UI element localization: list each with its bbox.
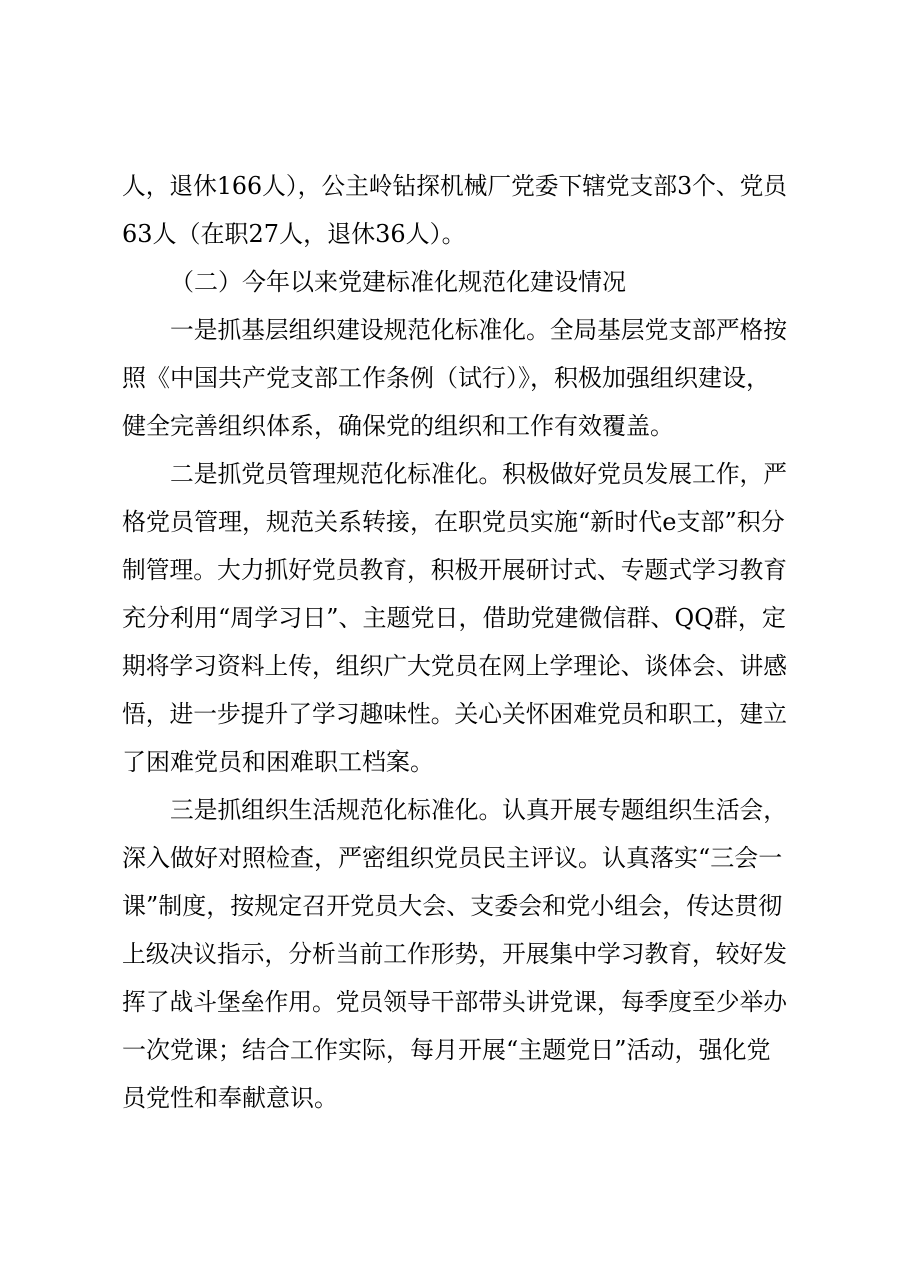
section-heading	[0, 262, 909, 302]
text-line	[0, 406, 909, 446]
text-line	[0, 982, 909, 1022]
line-text: 63人（在职27人，退休36人）。	[122, 220, 466, 248]
line-text: 制管理。大力抓好党员教育，积极开展研讨式、专题式学习教育	[122, 556, 788, 584]
line-text: 二是抓党员管理规范化标准化。积极做好党员发展工作，严	[170, 460, 788, 488]
text-line	[0, 1078, 909, 1118]
text-line	[0, 550, 909, 590]
line-text: 一是抓基层组织建设规范化标准化。全局基层党支部严格按	[170, 316, 788, 344]
text-line	[0, 502, 909, 542]
text-line	[0, 838, 909, 878]
line-text: 上级决议指示，分析当前工作形势，开展集中学习教育，较好发	[122, 940, 788, 968]
line-text: 三是抓组织生活规范化标准化。认真开展专题组织生活会，	[170, 796, 788, 824]
line-text: 悟，进一步提升了学习趣味性。关心关怀困难党员和职工，建立	[122, 700, 788, 728]
line-text: 期将学习资料上传，组织广大党员在网上学理论、谈体会、讲感	[122, 652, 788, 680]
line-text: 深入做好对照检查，严密组织党员民主评议。认真落实“三会一	[122, 844, 783, 872]
line-text: 了困难党员和困难职工档案。	[122, 748, 434, 776]
section-heading-text: （二）今年以来党建标准化规范化建设情况	[170, 268, 626, 296]
text-line	[0, 934, 909, 974]
line-text: 挥了战斗堡垒作用。党员领导干部带头讲党课，每季度至少举办	[122, 988, 788, 1016]
line-text: 人，退休166人），公主岭钻探机械厂党委下辖党支部3个、党员	[122, 172, 788, 200]
text-line	[0, 166, 909, 206]
line-text: 健全完善组织体系，确保党的组织和工作有效覆盖。	[122, 412, 674, 440]
text-line	[0, 358, 909, 398]
text-line	[0, 214, 909, 254]
line-text: 课”制度，按规定召开党员大会、支委会和党小组会，传达贯彻	[122, 892, 783, 920]
text-line	[0, 310, 909, 350]
line-text: 格党员管理，规范关系转接，在职党员实施“新时代e支部”积分	[122, 508, 785, 536]
text-line	[0, 694, 909, 734]
text-line	[0, 886, 909, 926]
text-line	[0, 742, 909, 782]
line-text: 充分利用“周学习日”、主题党日，借助党建微信群、QQ群，定	[122, 604, 786, 632]
line-text: 员党性和奉献意识。	[122, 1084, 338, 1112]
text-line	[0, 598, 909, 638]
text-line	[0, 790, 909, 830]
line-text: 照《中国共产党支部工作条例（试行）》，积极加强组织建设，	[122, 364, 770, 392]
text-line	[0, 1030, 909, 1070]
line-text: 一次党课；结合工作实际，每月开展“主题党日”活动，强化党	[122, 1036, 771, 1064]
text-line	[0, 454, 909, 494]
text-line	[0, 646, 909, 686]
